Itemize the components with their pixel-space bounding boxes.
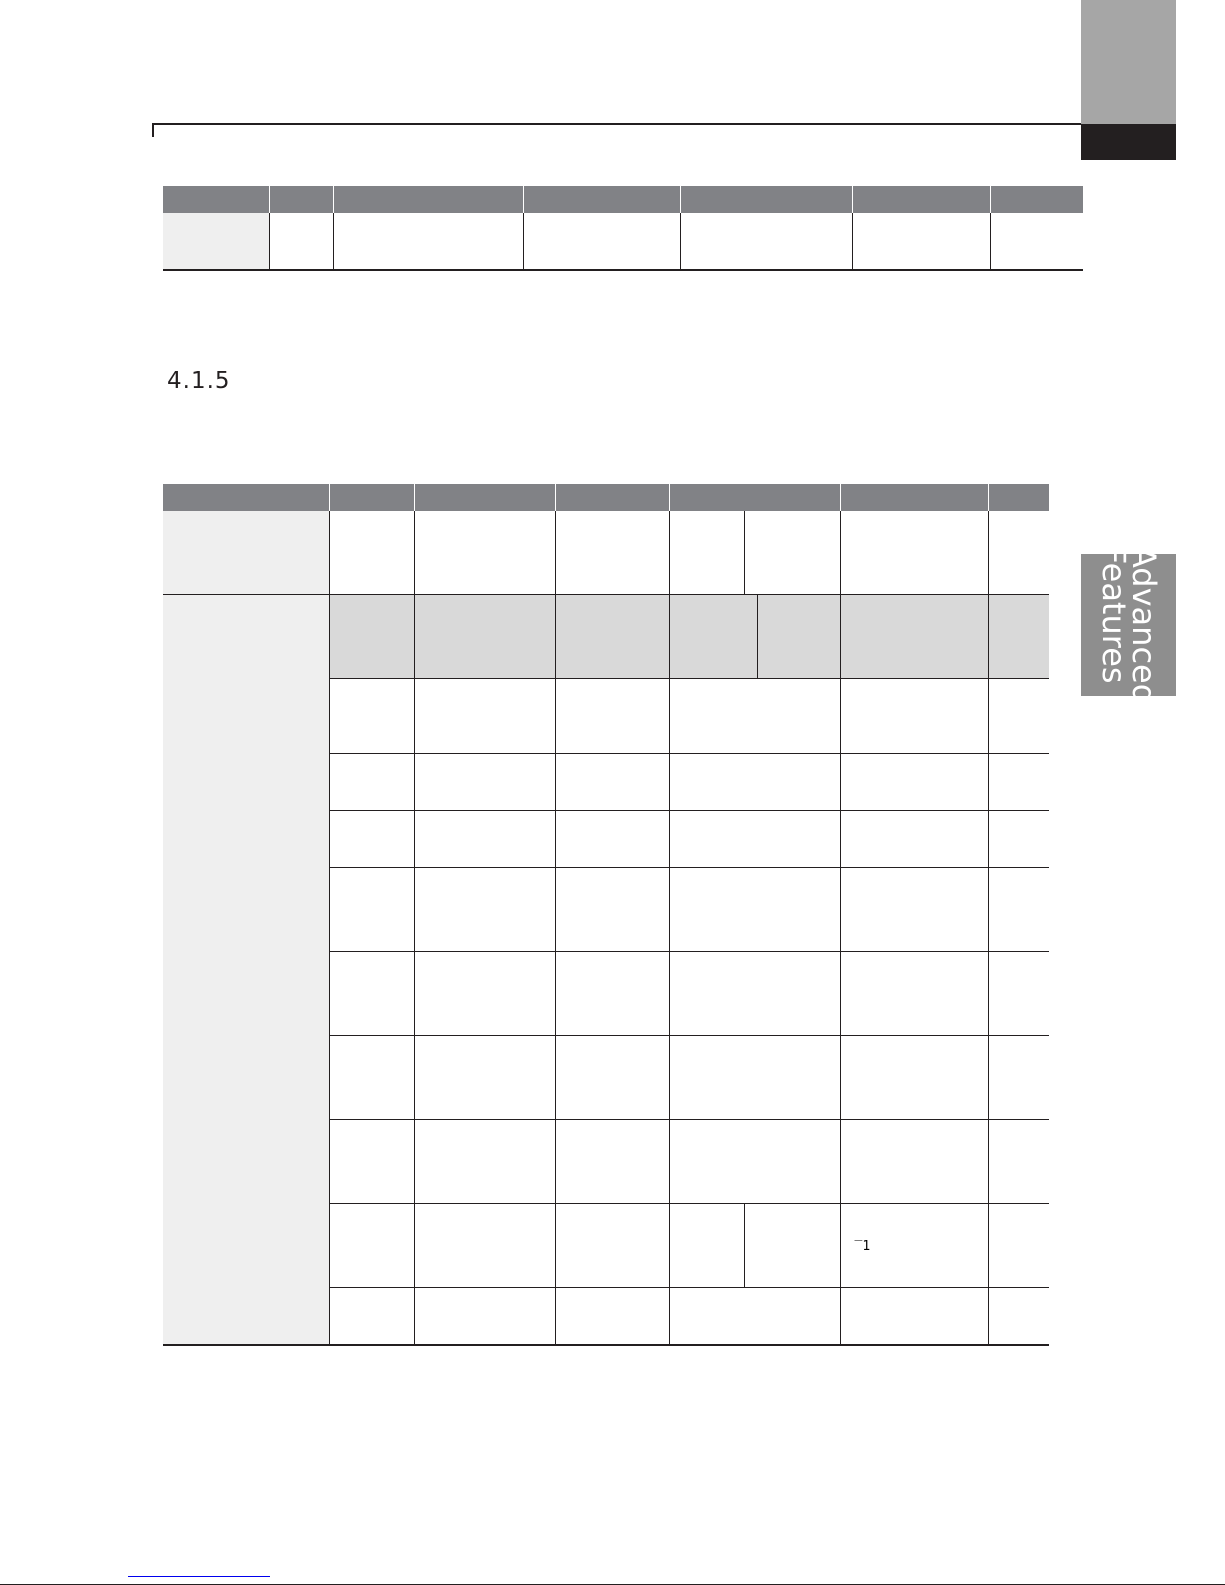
- header-cell: [852, 186, 990, 213]
- table-cell: [555, 1288, 669, 1346]
- side-tab-line: Features: [1094, 545, 1133, 684]
- table-cell: [555, 1036, 669, 1120]
- table-cell: [555, 1120, 669, 1204]
- section-number: 4.1.5: [167, 368, 231, 394]
- table-cell: [669, 952, 840, 1036]
- table-cell: [840, 511, 988, 595]
- table-cell: [744, 511, 840, 595]
- table-cell: [988, 868, 1049, 952]
- table-cell: [329, 1036, 414, 1120]
- table-cell: [555, 679, 669, 754]
- table-cell: [669, 811, 840, 868]
- header-rule-tick: [152, 123, 154, 137]
- table-cell: [329, 1120, 414, 1204]
- table-row: [163, 511, 1049, 595]
- header-cell: [990, 186, 1083, 213]
- table-cell: [669, 1036, 840, 1120]
- header-cell: [329, 484, 414, 511]
- group-cell: [163, 595, 329, 1346]
- table-cell: [414, 1120, 555, 1204]
- table-cell: [840, 595, 988, 679]
- header-cell: [523, 186, 680, 213]
- table-cell: [414, 511, 555, 595]
- table-cell: [414, 754, 555, 811]
- table-cell: [555, 511, 669, 595]
- table-cell: [988, 1288, 1049, 1346]
- table-cell: [329, 679, 414, 754]
- table-cell: [757, 595, 840, 679]
- header-cell: [555, 484, 669, 511]
- table-cell: [669, 679, 840, 754]
- header-cell: [414, 484, 555, 511]
- table-cell: [555, 811, 669, 868]
- table-cell: [840, 754, 988, 811]
- table-cell: [669, 511, 744, 595]
- side-tab-line: Advanced: [1124, 545, 1163, 705]
- table-cell: [669, 595, 757, 679]
- table-cell: [669, 1204, 744, 1288]
- table-header-row: [163, 484, 1049, 511]
- table-cell: [329, 811, 414, 868]
- table-cell: [329, 868, 414, 952]
- table-cell: [414, 868, 555, 952]
- table-cell: [414, 679, 555, 754]
- table-cell: [840, 1036, 988, 1120]
- header-cell: [333, 186, 523, 213]
- table-cell: [414, 1288, 555, 1346]
- header-cell: [269, 186, 333, 213]
- header-cell: [669, 484, 840, 511]
- table-cell: [744, 1204, 840, 1288]
- table-cell: [840, 1288, 988, 1346]
- table-cell: [990, 213, 1083, 270]
- table-cell: [329, 595, 414, 679]
- table-cell: [555, 868, 669, 952]
- table-cell: [329, 1204, 414, 1288]
- table-cell: [555, 952, 669, 1036]
- header-cell: [840, 484, 988, 511]
- side-tab: [1081, 545, 1176, 705]
- table-header-row: [163, 186, 1083, 213]
- table-cell: [269, 213, 333, 270]
- table-cell: [414, 811, 555, 868]
- table-cell: [669, 1120, 840, 1204]
- table-cell: [523, 213, 680, 270]
- chapter-tab-black: [1081, 124, 1176, 160]
- chapter-tab-gray: [1081, 0, 1176, 124]
- table-cell: [329, 952, 414, 1036]
- table-cell: [840, 679, 988, 754]
- table-row: [163, 213, 1083, 270]
- table-cell: [414, 595, 555, 679]
- table-cell: [414, 952, 555, 1036]
- side-tab-label: [1094, 545, 1163, 705]
- parameter-table: [163, 484, 1049, 1346]
- table-cell: [555, 1204, 669, 1288]
- table-row: [163, 595, 1049, 679]
- table-cell: [988, 511, 1049, 595]
- table-cell: [988, 1204, 1049, 1288]
- table-cell: [988, 754, 1049, 811]
- header-cell: [988, 484, 1049, 511]
- table-cell: [988, 952, 1049, 1036]
- table-cell: [163, 213, 269, 270]
- table-cell: [414, 1204, 555, 1288]
- table-cell: [988, 1120, 1049, 1204]
- group-cell: [163, 511, 329, 595]
- header-rule: [152, 123, 1081, 125]
- header-cell: [163, 484, 329, 511]
- table-cell: [329, 511, 414, 595]
- note-mark: ‾1: [854, 1239, 871, 1254]
- table-cell: [988, 595, 1049, 679]
- table-cell: [840, 952, 988, 1036]
- footer-link-underline: [128, 1576, 270, 1577]
- table-cell: [680, 213, 852, 270]
- table-cell: [840, 811, 988, 868]
- table-cell: [333, 213, 523, 270]
- table-cell: [840, 1204, 988, 1288]
- header-cell: [680, 186, 852, 213]
- table-cell: [669, 868, 840, 952]
- table-cell: [988, 1036, 1049, 1120]
- table-cell: [329, 1288, 414, 1346]
- parameter-table-top: [163, 186, 1083, 271]
- table-cell: [988, 811, 1049, 868]
- table-cell: [669, 1288, 840, 1346]
- table-cell: [852, 213, 990, 270]
- table-cell: [988, 679, 1049, 754]
- table-cell: [555, 595, 669, 679]
- table-cell: [840, 1120, 988, 1204]
- table-cell: [669, 754, 840, 811]
- table-cell: [414, 1036, 555, 1120]
- header-cell: [163, 186, 269, 213]
- table-cell: [840, 868, 988, 952]
- table-cell: [329, 754, 414, 811]
- table-cell: [555, 754, 669, 811]
